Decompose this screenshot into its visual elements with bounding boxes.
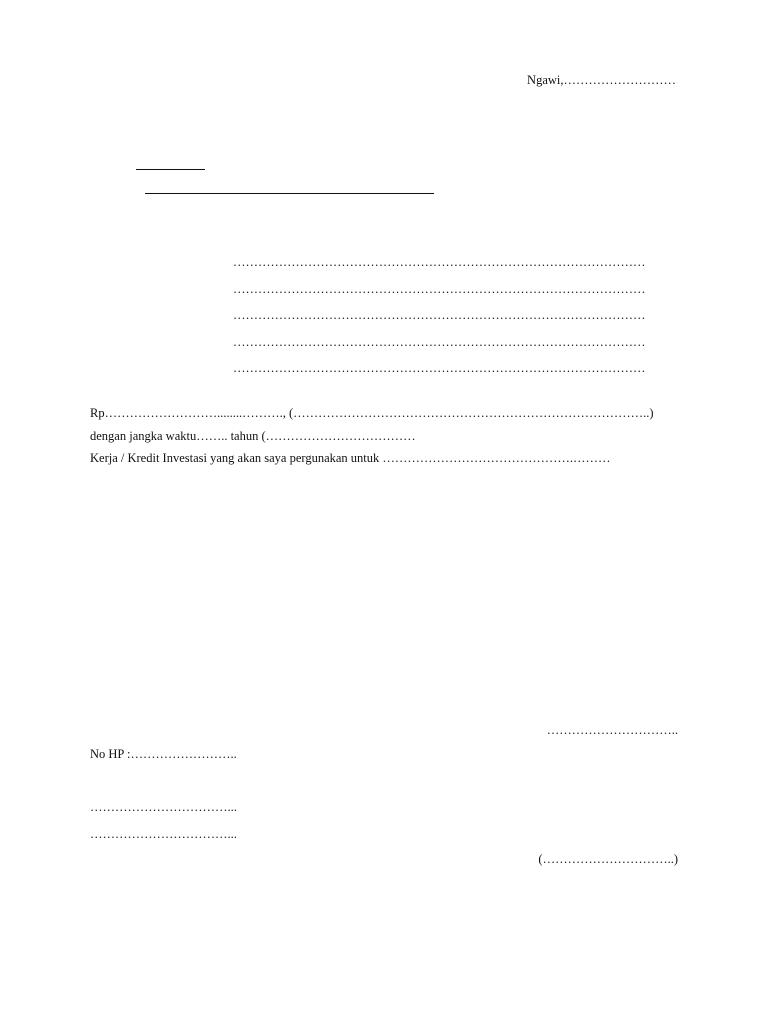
phone-line: No HP :……………………..	[90, 747, 237, 761]
place-date: Ngawi,………………………	[527, 73, 676, 87]
fill-line-2: ………………………………………………………………………………………	[233, 282, 646, 296]
extra-fill-line-1: ……………………………...	[90, 800, 237, 814]
underline-short	[136, 169, 205, 170]
term-line: dengan jangka waktu…….. tahun (………………………………	[90, 429, 416, 443]
fill-line-1: ………………………………………………………………………………………	[233, 255, 646, 269]
extra-fill-line-2: ……………………………...	[90, 827, 237, 841]
signature-dots: …………………………..	[546, 723, 678, 737]
underline-long	[145, 193, 434, 194]
fill-line-4: ………………………………………………………………………………………	[233, 335, 646, 349]
fill-line-3: ………………………………………………………………………………………	[233, 308, 646, 322]
signature-name: (…………………………..)	[538, 852, 678, 866]
amount-line: Rp………………………........………., (…………………………………………………………………………..)	[90, 406, 654, 420]
purpose-line: Kerja / Kredit Investasi yang akan saya pergunakan untuk ……………………………………….………	[90, 451, 611, 465]
fill-line-5: ………………………………………………………………………………………	[233, 361, 646, 375]
